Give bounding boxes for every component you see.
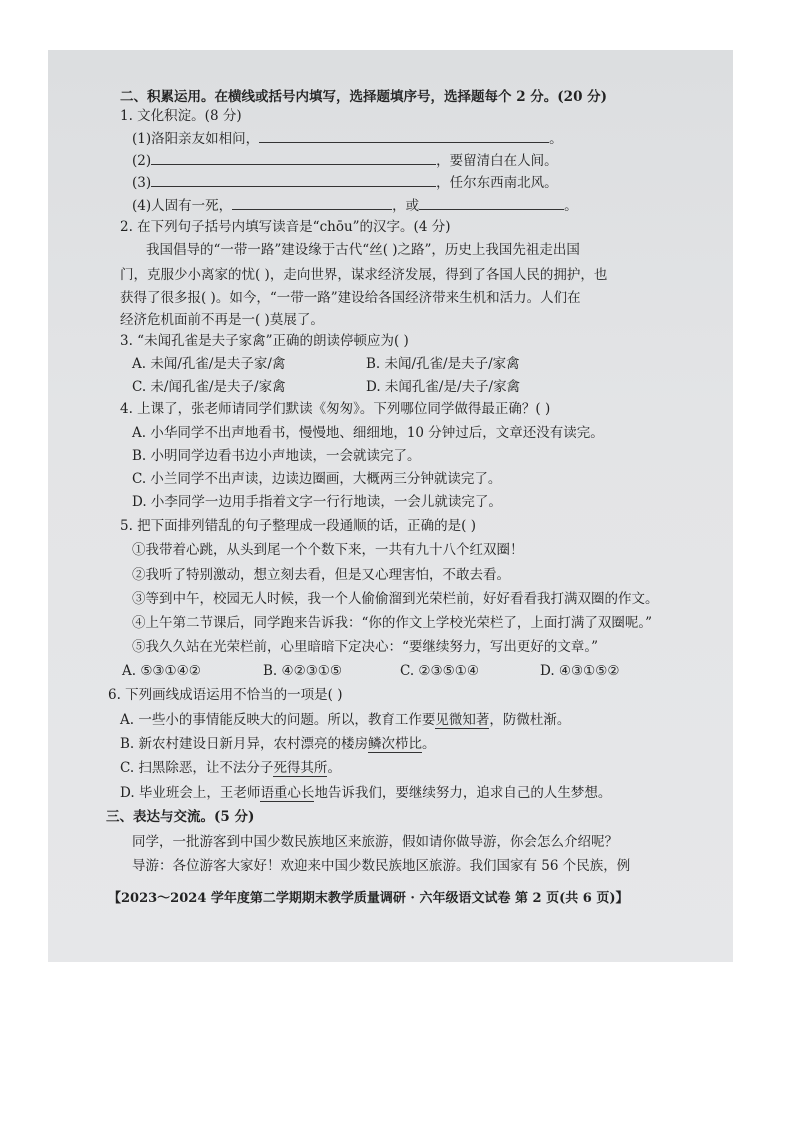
q6-d-text: D. 毕业班会上，王老师 xyxy=(120,785,261,801)
answer-blank[interactable] xyxy=(151,174,436,187)
q4-title: 4. 上课了，张老师请同学们默读《匆匆》。下列哪位同学做得最正确？( ) xyxy=(120,401,551,417)
q5-option-c: C. ②③⑤①④ xyxy=(400,663,479,679)
answer-blank[interactable] xyxy=(419,197,564,210)
q2-para-line3: 获得了很多报( )。如今，“一带一路”建设给各国经济带来生机和活力。人们在 xyxy=(120,290,581,306)
q3-option-a: A. 未闻/孔雀/是夫子家/禽 xyxy=(132,356,286,372)
q1-line4 xyxy=(132,197,578,215)
q6-c-text: C. 扫黑除恶，让不法分子 xyxy=(120,760,274,776)
q1-line3-num: (3) xyxy=(132,175,152,191)
q2-para-line1: 我国倡导的“一带一路”建设缘于古代“丝( )之路”，历史上我国先祖走出国 xyxy=(146,242,580,258)
q4-option-b: B. 小明同学边看书边小声地读，一会就读完了。 xyxy=(132,448,421,464)
q1-line3-text: ，任尔东西南北风。 xyxy=(436,175,558,191)
q4-option-c: C. 小兰同学不出声读，边读边圈画，大概两三分钟就读完了。 xyxy=(132,471,502,487)
q2-title: 2. 在下列句子括号内填写读音是“chōu”的汉字。(4 分) xyxy=(120,219,451,235)
q6-a-text: A. 一些小的事情能反映大的问题。所以，教育工作要 xyxy=(120,712,436,728)
answer-blank[interactable] xyxy=(232,197,392,210)
q5-sentence-3: ③等到中午，校园无人时候，我一个人偷偷溜到光荣栏前，好好看看我打满双圈的作文。 xyxy=(132,591,659,607)
q2-para-line4: 经济危机面前不再是一( )莫展了。 xyxy=(120,312,324,328)
section-3-heading: 三、表达与交流。(5 分) xyxy=(106,809,255,825)
q6-title: 6. 下列画线成语运用不恰当的一项是( ) xyxy=(108,687,343,703)
q2-para-line2: 门，克服少小离家的忧( )，走向世界，谋求经济发展，得到了各国人民的拥护，也 xyxy=(120,267,608,283)
q6-c-underlined-idiom: 死得其所 xyxy=(273,760,328,776)
q1-line2 xyxy=(132,152,558,170)
q5-sentence-5: ⑤我久久站在光荣栏前，心里暗暗下定决心：“要继续努力，写出更好的文章。” xyxy=(132,639,599,655)
q5-option-b: B. ④②③①⑤ xyxy=(263,663,343,679)
q4-option-a: A. 小华同学不出声地看书，慢慢地、细细地，10 分钟过后，文章还没有读完。 xyxy=(132,425,604,441)
q1-line1-text: (1)洛阳亲友如相问， xyxy=(132,131,260,147)
q6-option-d xyxy=(120,784,611,802)
q1-line4-mid: ，或 xyxy=(392,198,420,214)
answer-blank[interactable] xyxy=(259,130,549,143)
q1-line3 xyxy=(132,174,558,192)
q3-option-b: B. 未闻/孔雀/是夫子/家禽 xyxy=(366,356,520,372)
q1-title: 1. 文化积淀。(8 分) xyxy=(120,108,242,124)
q6-a-tail: ，防微杜渐。 xyxy=(489,712,571,728)
page-footer: 【2023～2024 学年度第二学期期末教学质量调研 · 六年级语文试卷 第 2 页(共 6 页)】 xyxy=(108,891,629,906)
section-3-answer-start: 导游：各位游客大家好！欢迎来中国少数民族地区旅游。我们国家有 56 个民族，例 xyxy=(132,858,631,874)
q5-title: 5. 把下面排列错乱的句子整理成一段通顺的话，正确的是( ) xyxy=(120,518,476,534)
q1-line1 xyxy=(132,130,563,148)
q1-line2-num: (2) xyxy=(132,153,152,169)
q3-title: 3. “未闻孔雀是夫子家禽”正确的朗读停顿应为( ) xyxy=(120,333,409,349)
scanned-page-photo xyxy=(48,50,733,962)
q1-line4-end: 。 xyxy=(564,198,578,214)
section-3-prompt: 同学，一批游客到中国少数民族地区来旅游，假如请你做导游，你会怎么介绍呢？ xyxy=(132,834,618,850)
q6-b-underlined-idiom: 鳞次栉比 xyxy=(368,736,423,752)
q5-sentence-2: ②我听了特别激动，想立刻去看，但是又心理害怕，不敢去看。 xyxy=(132,567,510,583)
q6-option-b xyxy=(120,735,436,753)
q3-option-c: C. 未/闻孔雀/是夫子/家禽 xyxy=(132,379,286,395)
q6-c-tail: 。 xyxy=(327,760,341,776)
q3-option-d: D. 未闻孔雀/是/夫子/家禽 xyxy=(366,379,521,395)
q4-option-d: D. 小李同学一边用手指着文字一行行地读，一会儿就读完了。 xyxy=(132,494,502,510)
q6-d-underlined-idiom: 语重心长 xyxy=(260,785,315,801)
section-2-heading: 二、积累运用。在横线或括号内填写，选择题填序号，选择题每个 2 分。(20 分) xyxy=(120,89,608,105)
q5-sentence-4: ④上午第二节课后，同学跑来告诉我：“你的作文上学校光荣栏了，上面打满了双圈呢。” xyxy=(132,615,653,631)
q5-sentence-1: ①我带着心跳，从头到尾一个个数下来，一共有九十八个红双圈！ xyxy=(132,542,524,558)
q1-line2-text: ，要留清白在人间。 xyxy=(436,153,558,169)
q6-b-text: B. 新农村建设日新月异，农村漂亮的楼房 xyxy=(120,736,369,752)
q1-line1-end: 。 xyxy=(549,131,563,147)
q5-option-d: D. ④③①⑤② xyxy=(540,663,620,679)
q6-option-c xyxy=(120,759,341,777)
q5-option-a: A. ⑤③①④② xyxy=(122,663,201,679)
q6-option-a xyxy=(120,711,570,729)
q6-b-tail: 。 xyxy=(422,736,436,752)
q6-a-underlined-idiom: 见微知著 xyxy=(435,712,490,728)
q6-d-tail: 地告诉我们，要继续努力，追求自己的人生梦想。 xyxy=(314,785,612,801)
q1-line4-text: (4)人固有一死， xyxy=(132,198,233,214)
answer-blank[interactable] xyxy=(151,152,436,165)
